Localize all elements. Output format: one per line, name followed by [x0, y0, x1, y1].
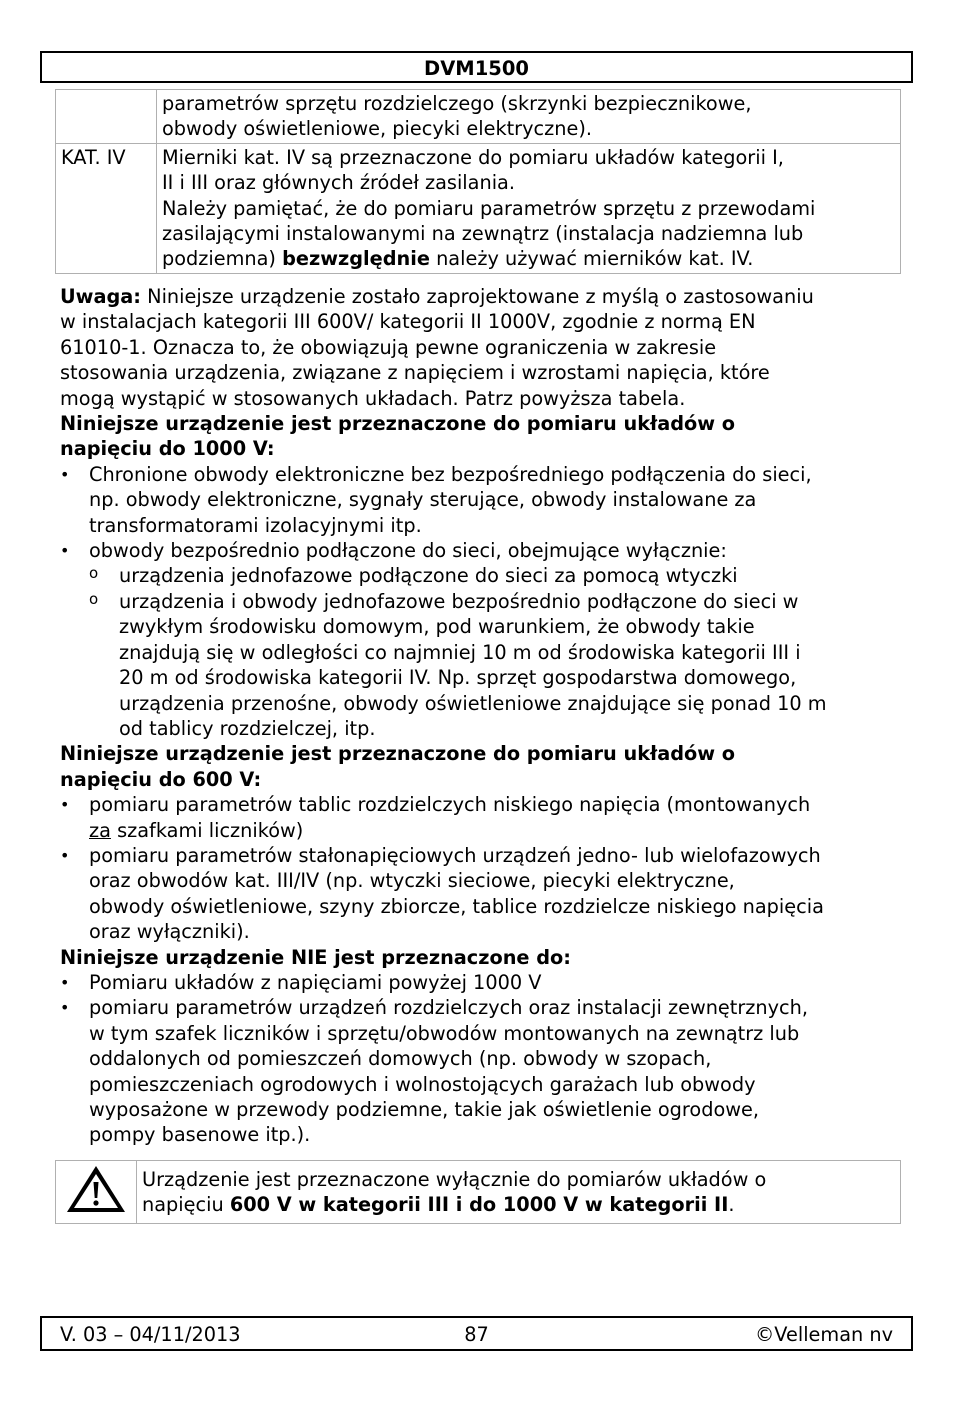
sub-list — [89, 563, 900, 741]
header-title: DVM1500 — [424, 57, 529, 80]
list-item — [60, 462, 900, 538]
table-row — [56, 143, 901, 273]
text-line: 20 m od środowiska kategorii IV. Np. sprzęt gospodarstwa domowego, — [119, 666, 797, 690]
category-cell — [56, 90, 157, 144]
text-line: zwykłym środowisku domowym, pod warunkiem, że obwody takie — [119, 615, 755, 639]
text-line: parametrów sprzętu rozdzielczego (skrzynki bezpiecznikowe, — [162, 92, 752, 115]
copyright-label: ©Velleman nv — [755, 1323, 893, 1346]
text-segment: Niniejsze urządzenie zostało zaprojektowane z myślą o zastosowaniu — [141, 285, 814, 308]
text-line: obwody oświetleniowe, szyny zbiorcze, tablice rozdzielcze niskiego napięcia — [89, 894, 824, 918]
text-line: pompy basenowe itp.). — [89, 1123, 311, 1147]
text-line: oraz obwodów kat. III/IV (np. wtyczki sieciowe, piecyki elektryczne, — [89, 869, 735, 893]
bullet-list — [60, 970, 900, 1148]
text-line: w instalacjach kategorii III 600V/ kategorii II 1000V, zgodnie z normą EN — [60, 310, 756, 334]
emphasis-text: bezwzględnie — [282, 247, 430, 271]
text-line: urządzenia i obwody jednofazowe bezpośrednio podłączone do sieci w — [119, 589, 799, 613]
emphasis-text: 600 V w kategorii III i do 1000 V w kategorii II — [229, 1193, 729, 1217]
section-heading — [60, 741, 900, 792]
category-table — [55, 89, 901, 274]
description-cell — [157, 90, 901, 144]
text-line: stosowania urządzenia, związane z napięciem i wzrostami napięcia, które — [60, 361, 770, 385]
text-segment: podziemna) — [162, 247, 283, 271]
text-line: Należy pamiętać, że do pomiaru parametrów sprzętu z przewodami — [162, 196, 816, 220]
text-line: urządzenia przenośne, obwody oświetleniowe znajdujące się ponad 10 m — [119, 691, 827, 715]
bullet-list — [60, 462, 900, 741]
text-line: pomiaru parametrów tablic rozdzielczych niskiego napięcia (montowanych — [89, 793, 811, 817]
heading-line: Niniejsze urządzenie NIE jest przeznaczone do: — [60, 945, 571, 969]
text-line: znajdują się w odległości co najmniej 10 m od środowiska kategorii III i — [119, 640, 801, 664]
text-segment: należy używać mierników kat. IV. — [429, 247, 754, 271]
text-line: pomiaru parametrów urządzeń rozdzielczych oraz instalacji zewnętrznych, — [89, 996, 808, 1020]
text-segment: napięciu — [142, 1193, 230, 1217]
text-line: mogą wystąpić w stosowanych układach. Patrz powyższa tabela. — [60, 386, 686, 410]
text-line: od tablicy rozdzielczej, itp. — [119, 716, 376, 740]
section-heading — [60, 411, 900, 462]
page-header — [40, 51, 913, 83]
text-segment: szafkami liczników) — [110, 818, 304, 842]
list-item — [60, 843, 900, 945]
text-line: urządzenia jednofazowe podłączone do sieci za pomocą wtyczki — [119, 564, 738, 588]
text-line — [162, 246, 895, 271]
text-line: transformatorami izolacyjnymi itp. — [89, 513, 422, 537]
list-item — [60, 970, 900, 995]
text-line: oraz wyłączniki). — [89, 920, 250, 944]
warning-text-cell — [137, 1161, 901, 1224]
section-heading — [60, 945, 900, 970]
page-number: 87 — [464, 1323, 489, 1346]
text-line: wyposażone w przewody podziemne, takie jak oświetlenie ogrodowe, — [89, 1098, 760, 1121]
table-row — [56, 90, 901, 144]
warning-icon-cell — [56, 1161, 137, 1224]
text-line: Mierniki kat. IV są przeznaczone do pomiaru układów kategorii I, — [162, 145, 784, 169]
heading-line: Niniejsze urządzenie jest przeznaczone do pomiaru układów o — [60, 412, 736, 436]
list-item — [60, 792, 900, 843]
text-line: obwody bezpośrednio podłączone do sieci, obejmujące wyłącznie: — [89, 539, 727, 563]
version-label: V. 03 – 04/11/2013 — [60, 1323, 241, 1346]
heading-line: napięciu do 1000 V: — [60, 437, 275, 461]
page-footer — [40, 1316, 913, 1351]
underlined-text: za — [89, 818, 111, 842]
note-paragraph — [60, 284, 900, 411]
text-line: Urządzenie jest przeznaczone wyłącznie do pomiarów układów o — [142, 1167, 767, 1191]
list-item — [89, 563, 900, 588]
bullet-list — [60, 792, 900, 944]
heading-line: Niniejsze urządzenie jest przeznaczone do pomiaru układów o — [60, 742, 736, 766]
table-row — [56, 1161, 901, 1224]
text-line: np. obwody elektroniczne, sygnały sterujące, obwody instalowane za — [89, 488, 757, 512]
description-cell — [157, 143, 901, 273]
text-line: w tym szafek liczników i sprzętu/obwodów montowanych na zewnątrz lub — [89, 1021, 800, 1045]
list-item — [89, 589, 900, 741]
list-item — [60, 538, 900, 741]
text-line: pomiaru parametrów stałonapięciowych urządzeń jedno- lub wielofazowych — [89, 843, 821, 867]
text-line: obwody oświetleniowe, piecyki elektryczne). — [162, 117, 592, 141]
text-line: 61010-1. Oznacza to, że obowiązują pewne ograniczenia w zakresie — [60, 335, 717, 359]
text-line: II i III oraz głównych źródeł zasilania. — [162, 171, 515, 195]
category-cell: KAT. IV — [56, 143, 157, 273]
heading-line: napięciu do 600 V: — [60, 767, 262, 791]
document-body — [60, 284, 900, 1148]
text-line: Chronione obwody elektroniczne bez bezpośredniego podłączenia do sieci, — [89, 462, 812, 486]
text-line: pomieszczeniach ogrodowych i wolnostojących garażach lub obwody — [89, 1072, 756, 1096]
text-line: zasilającymi instalowanymi na zewnątrz (instalacja nadziemna lub — [162, 222, 804, 246]
text-segment: . — [728, 1193, 735, 1217]
warning-box — [55, 1160, 901, 1224]
text-line: oddalonych od pomieszczeń domowych (np. obwody w szopach, — [89, 1047, 712, 1071]
warning-triangle-icon — [64, 1163, 128, 1215]
text-line: Pomiaru układów z napięciami powyżej 1000 V — [89, 970, 542, 994]
note-label: Uwaga: — [60, 285, 142, 308]
list-item — [60, 995, 900, 1147]
